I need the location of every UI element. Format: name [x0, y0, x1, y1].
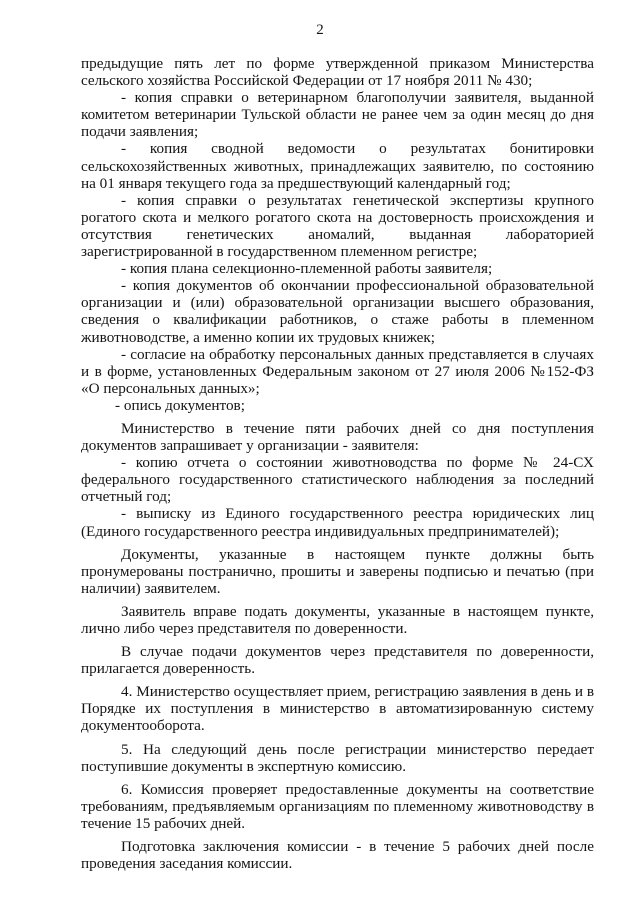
document-body: [81, 55, 594, 872]
list-item-bonitation-statement: - копия сводной ведомости о результатах бонитировки сельскохозяйственных животных, принадлежащих заявителю, по состоянию на 01 января текущего года за предшествующий календарный год;: [81, 140, 594, 192]
paragraph-power-of-attorney: В случае подачи документов через представителя по доверенности, прилагается доверенность.: [81, 643, 594, 678]
list-item-breeding-plan: - копия плана селекционно-племенной работы заявителя;: [121, 260, 493, 278]
list-item-vet-certificate: - копия справки о ветеринарном благополучии заявителя, выданной комитетом ветеринарии Тульской области не ранее чем за один месяц до дня подачи заявления;: [81, 89, 594, 141]
paragraph-ministry-request: Министерство в течение пяти рабочих дней со дня поступления документов запрашивает у организации - заявителя:: [81, 419, 594, 455]
list-item-livestock-report: - копию отчета о состоянии животноводства по форме № 24-СХ федерального государственного статистического наблюдения за последний отчетный год;: [81, 454, 594, 506]
list-item-registry-extract: - выписку из Единого государственного реестра юридических лиц (Единого государственного реестра индивидуальных предпринимателей);: [81, 505, 594, 540]
clause-6: 6. Комиссия проверяет предоставленные документы на соответствие требованиям, предъявляемым организациям по племенному животноводству в течение 15 рабочих дней.: [81, 780, 594, 832]
clause-4: 4. Министерство осуществляет прием, регистрацию заявления в день и в Порядке их поступления в министерство в автоматизированную систему документооборота.: [81, 683, 594, 735]
list-item-education-documents: - копия документов об окончании профессиональной образовательной организации и (или) образовательной организации высшего образования, сведения о квалификации работников, о стаже работы в племенном животноводстве, а именно копии их трудовых книжек;: [81, 277, 594, 346]
paragraph-document-binding: Документы, указанные в настоящем пункте должны быть пронумерованы постранично, прошиты и заверены подписью и печатью (при наличии) заявителем.: [81, 545, 594, 597]
list-item-genetic-expertise: - копия справки о результатах генетической экспертизы крупного рогатого скота и мелкого рогатого скота на достоверность происхождения и отсутствия генетических аномалий, выданная лабораторией зарегистрированной в государственном племенном регистре;: [81, 191, 594, 261]
paragraph-commission-conclusion: Подготовка заключения комиссии - в течение 5 рабочих дней после проведения заседания комиссии.: [81, 838, 594, 873]
list-item-inventory: - опись документов;: [115, 396, 245, 414]
list-item-personal-data-consent: - согласие на обработку персональных данных представляется в случаях и в форме, установленных Федеральным законом от 27 июля 2006 №152-ФЗ «О персональных данных»;: [81, 345, 594, 397]
paragraph-submission-method: Заявитель вправе подать документы, указанные в настоящем пункте, лично либо через представителя по доверенности.: [81, 602, 594, 637]
page-number: 2: [316, 22, 324, 38]
clause-5: 5. На следующий день после регистрации министерство передает поступившие документы в экспертную комиссию.: [81, 740, 594, 775]
paragraph-continuation: предыдущие пять лет по форме утвержденной приказом Министерства сельского хозяйства Российской Федерации от 17 ноября 2011 № 430;: [81, 55, 594, 90]
